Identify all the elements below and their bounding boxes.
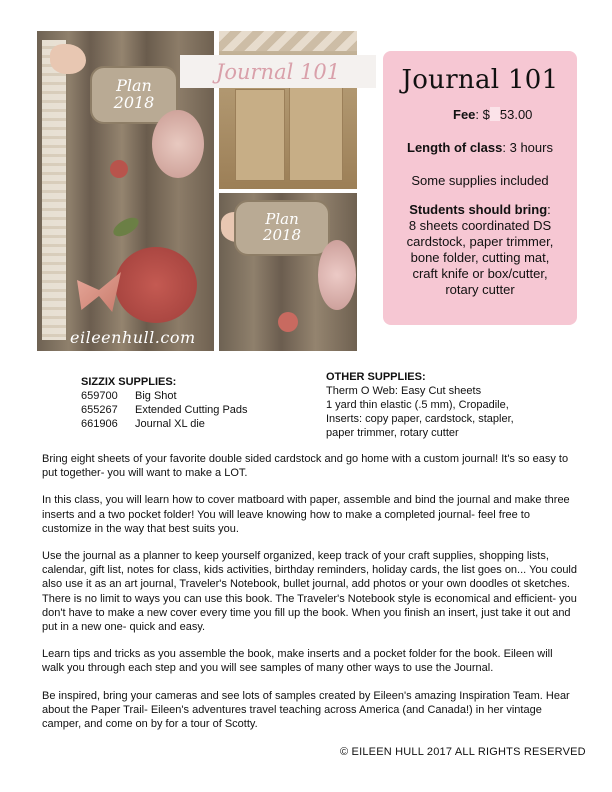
other-line: Therm O Web: Easy Cut sheets [326, 385, 482, 397]
sku-code: 661906 [81, 418, 118, 430]
sku-code: 659700 [81, 390, 118, 402]
other-line: 1 yard thin elastic (.5 mm), Cropadile, [326, 399, 509, 411]
rose-bud [278, 312, 298, 332]
paragraph: In this class, you will learn how to cover matboard with paper, assemble and bind the journal and make three inserts and a two pocket folder! You will leave knowing how to make a completed journal- feel free to customize in the way that best suits you. [42, 494, 570, 535]
plaque-text: Plan 2018 [113, 76, 155, 112]
length-row [383, 140, 577, 155]
sku-name: Big Shot [135, 390, 177, 402]
bring-item: cardstock, paper trimmer, [406, 234, 554, 249]
other-supplies [326, 370, 514, 440]
supply-item [81, 403, 248, 417]
pocket-left [235, 89, 285, 181]
ribbon-bow [50, 44, 86, 74]
class-info-box [383, 51, 577, 325]
copyright-notice: © EILEEN HULL 2017 ALL RIGHTS RESERVED [340, 746, 586, 758]
title-banner [180, 55, 376, 88]
red-rose [115, 247, 197, 323]
fee-row [383, 107, 577, 122]
class-description [42, 452, 577, 744]
banner-title: Journal 101 [215, 59, 341, 84]
paragraph: Learn tips and tricks as you assemble the book, make inserts and a pocket folder for the book. Eileen will walk you through each step and you will see samples of many other ways to use the Journal. [42, 648, 553, 675]
pink-rose [152, 110, 204, 178]
bring-item: craft knife or box/cutter, [412, 266, 548, 281]
fee-label: Fee [453, 107, 476, 122]
triangle-pattern [219, 31, 357, 51]
bring-item: bone folder, cutting mat, [410, 250, 550, 265]
sizzix-supplies [81, 375, 248, 431]
supplies-note: Some supplies included [411, 173, 549, 188]
paragraph: Bring eight sheets of your favorite double sided cardstock and go home with a custom journal! It's so easy to put together- you will want to make a LOT. [42, 453, 569, 480]
paragraph: Be inspired, bring your cameras and see lots of samples created by Eileen's amazing Inspiration Team. Hear about the Paper Trail- Eileen's adventures travel teaching across America (and Canada!) in her vintage camper, and come on by for a tour of Scotty. [42, 689, 570, 731]
bring-colon: : [547, 202, 551, 217]
supply-item [81, 389, 248, 403]
redaction [490, 107, 500, 121]
lace-trim [42, 40, 66, 340]
fee-value: 53.00 [499, 107, 533, 122]
sku-name: Journal XL die [135, 418, 205, 430]
bring-item: 8 sheets coordinated DS [408, 218, 552, 233]
watermark: eileenhull.com [70, 328, 196, 347]
length-value: : 3 hours [502, 140, 553, 155]
bring-label: Students should bring [409, 202, 548, 217]
other-heading: OTHER SUPPLIES: [326, 371, 426, 383]
plan-2018-plaque [234, 200, 330, 256]
other-line: Inserts: copy paper, cardstock, stapler, [326, 413, 514, 425]
length-label: Length of class [407, 140, 503, 155]
sizzix-heading: SIZZIX SUPPLIES: [81, 376, 177, 388]
bring-item: rotary cutter [445, 282, 515, 297]
plaque-text: Plan 2018 [262, 210, 302, 244]
fee-prefix: : $ [475, 107, 490, 122]
bring-list [383, 202, 577, 298]
rose-bud [110, 160, 128, 178]
paragraph: Use the journal as a planner to keep yourself organized, keep track of your craft supplies, shopping lists, calendar, gift list, notes for class, kids activities, birthday reminders, holiday cards, the list goes on... You could also use it as an art journal, Traveler's Notebook, bullet journal, add photos or your own doodles ot sketches. There is no limit to ways you can use this book. The Traveler's Notebook style is economical and efficient- you don't have to make a new cover every time you fill up the book. When you finish an insert, just take it out and put in a new one- quick and easy. [42, 550, 577, 634]
sku-code: 655267 [81, 404, 118, 416]
class-title: Journal 101 [401, 65, 559, 95]
sku-name: Extended Cutting Pads [135, 404, 248, 416]
pink-rose [318, 240, 356, 310]
supply-item [81, 417, 248, 431]
other-line: paper trimmer, rotary cutter [326, 427, 459, 439]
